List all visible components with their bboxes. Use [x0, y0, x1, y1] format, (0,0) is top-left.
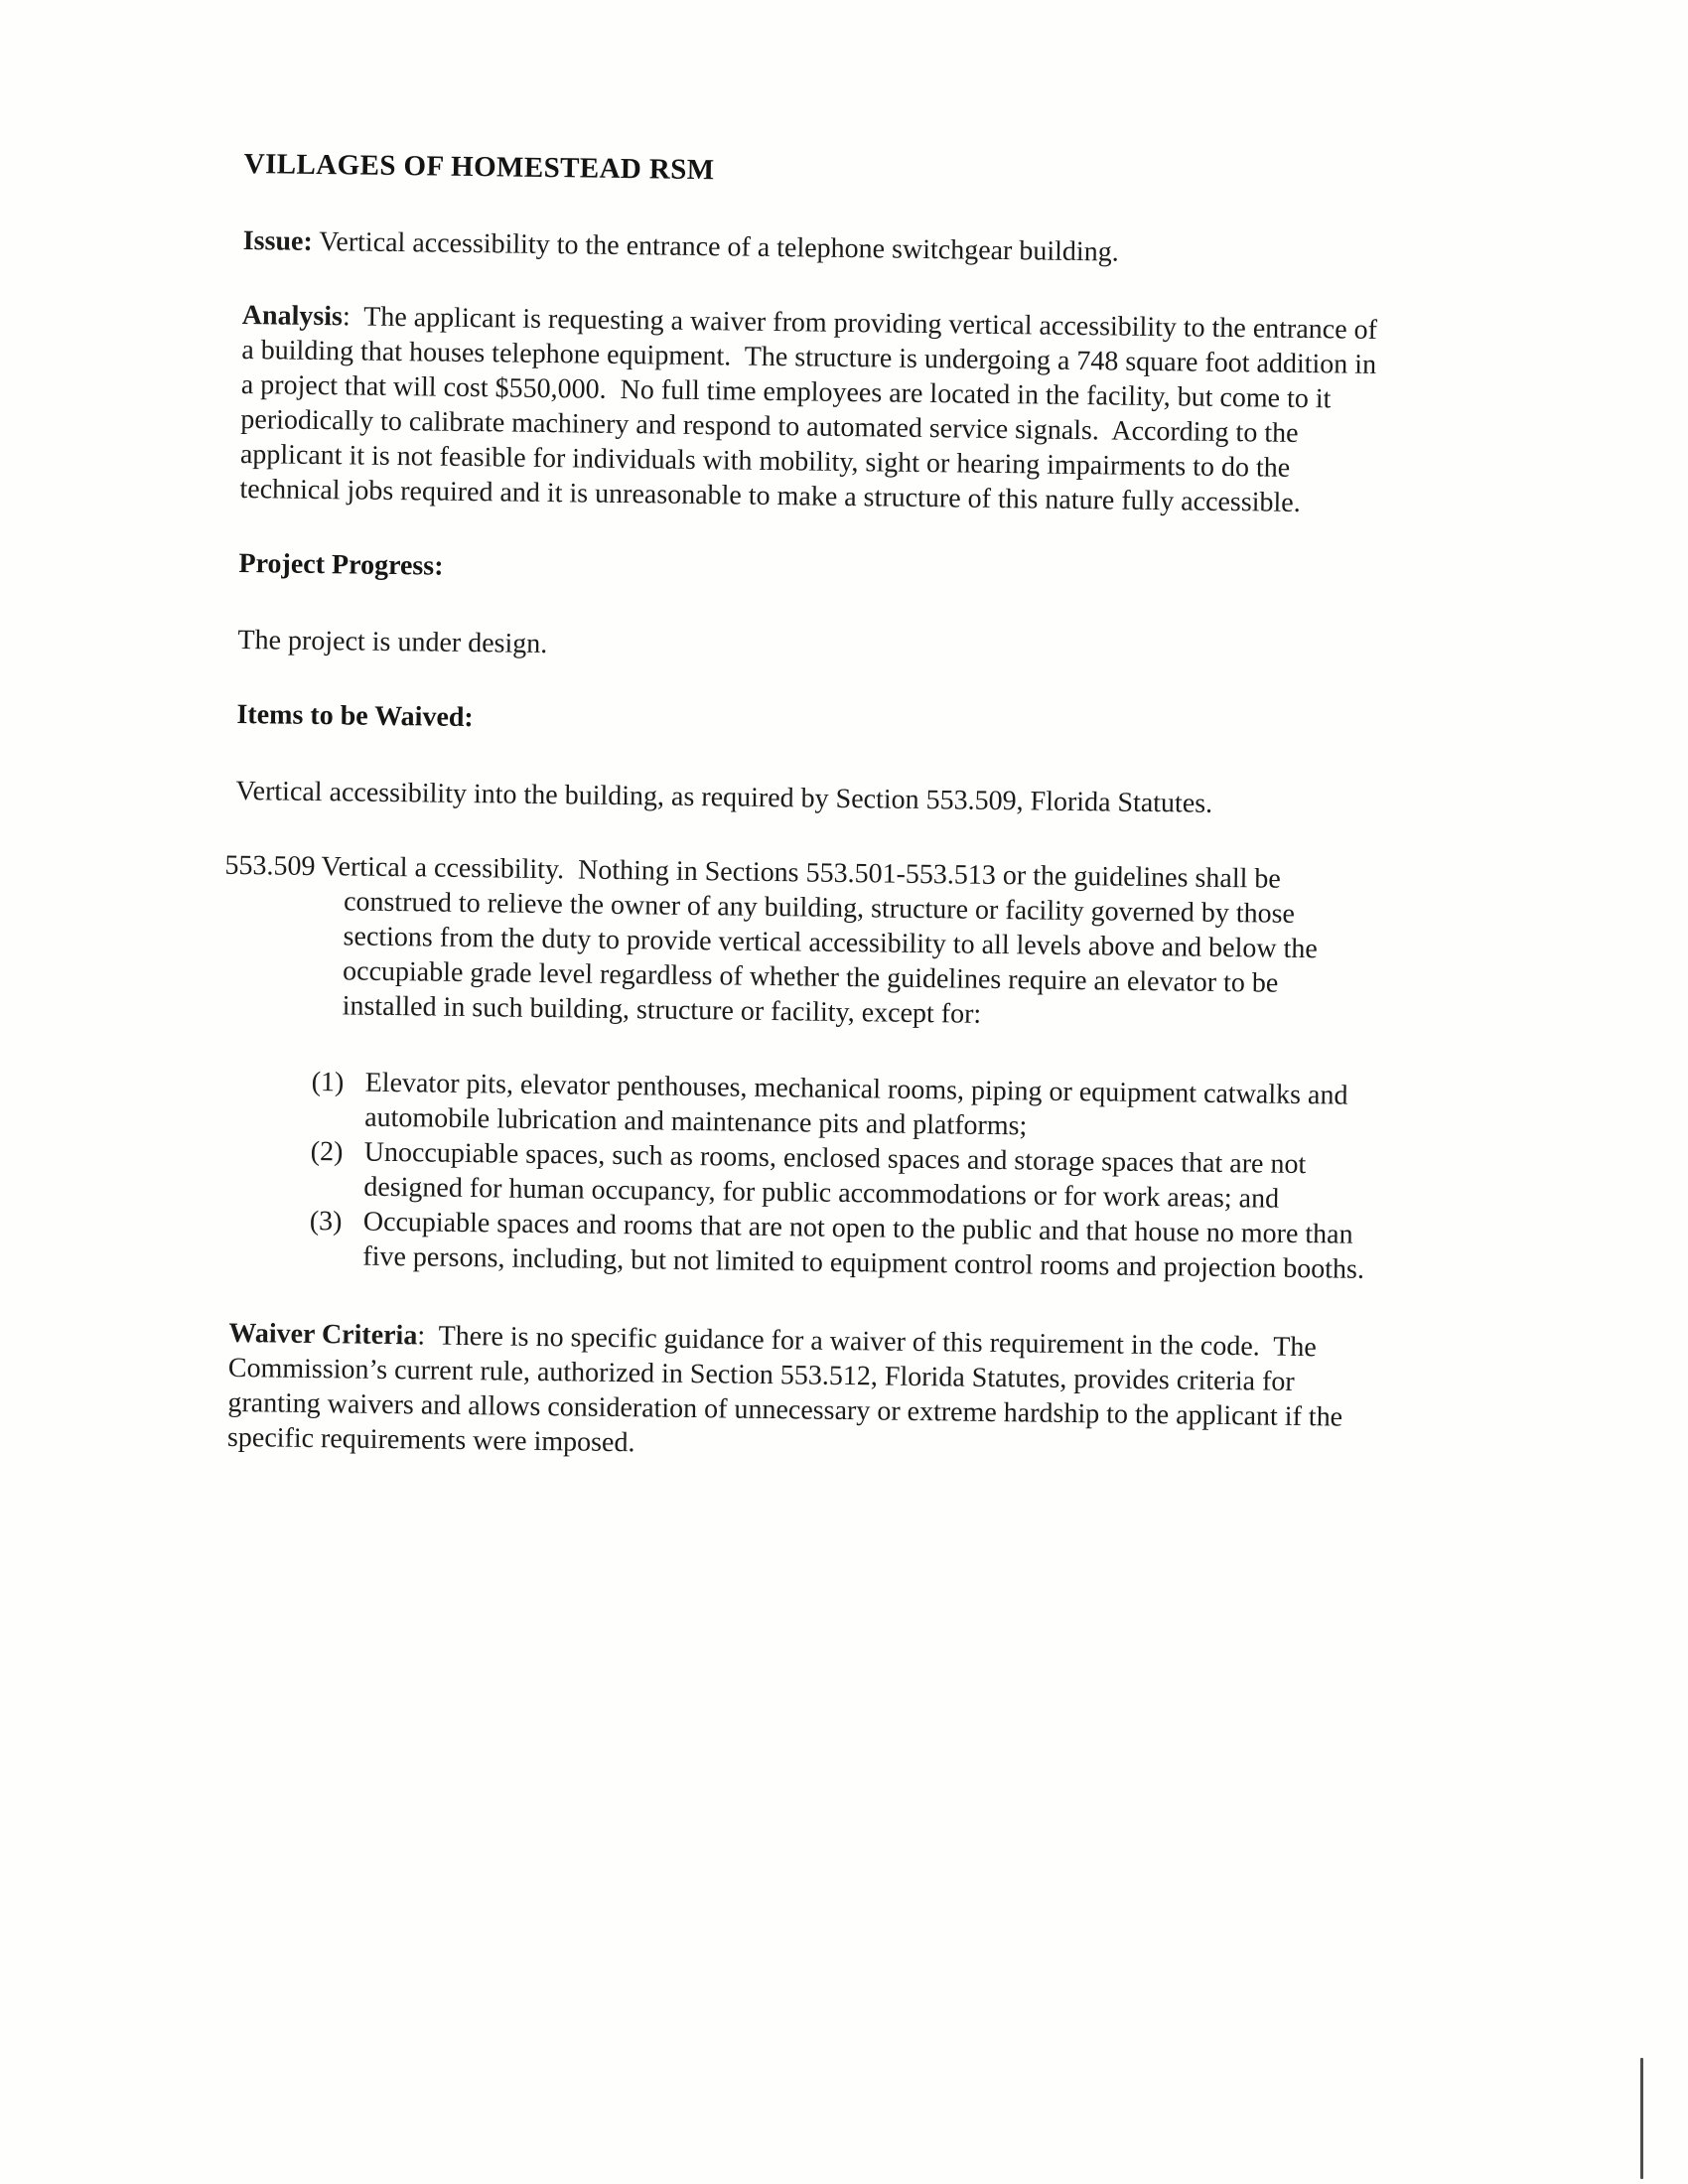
project-progress-heading: Project Progress:	[238, 547, 444, 582]
analysis-label: Analysis	[241, 299, 344, 333]
list-item-text: Occupiable spaces and rooms that are not open to the public and that house no more than five persons, including, but not limited to equipment control rooms and projection booths.	[362, 1206, 1365, 1285]
list-item-text: Elevator pits, elevator penthouses, mechanical rooms, piping or equipment catwalks and automobile lubrication and maintenance pits and platforms;	[364, 1067, 1355, 1142]
issue-text: Vertical accessibility to the entrance of a telephone switchgear building.	[319, 225, 1119, 268]
scan-artifact-line	[1640, 2058, 1643, 2179]
statute-exception-list	[229, 1064, 1374, 1287]
statute-number: 553.509	[224, 849, 316, 882]
list-marker: (3)	[309, 1205, 343, 1238]
list-marker: (1)	[311, 1066, 345, 1098]
waiver-criteria-label: Waiver Criteria	[228, 1317, 418, 1352]
waiver-criteria-text: : There is no specific guidance for a waiver of this requirement in the code. The Commission’s current rule, authorized in Section 553.512, Florida Statutes, provides criteria for granting waivers and allows consideration of unnecessary or extreme hardship to the applicant if the specific requirements were imposed.	[226, 1320, 1350, 1459]
analysis-text: : The applicant is requesting a waiver from providing vertical accessibility to the entrance of a building that houses telephone equipment. The structure is undergoing a 748 square foot addition in a project that will cost $550,000. No full time employees are located in the facility, but come to it periodically to calibrate machinery and respond to automated service signals. According to the applicant it is not feasible for individuals with mobility, sight or hearing impairments to do the technical jobs required and it is unreasonable to make a structure of this nature fully accessible.	[239, 301, 1385, 518]
issue-label: Issue:	[242, 224, 313, 257]
issue-paragraph	[243, 223, 1385, 273]
waiver-criteria-paragraph	[227, 1316, 1371, 1470]
items-intro-text: Vertical accessibility into the building, as required by Section 553.509, Florida Statutes.	[235, 775, 1213, 819]
statute-paragraph	[222, 848, 1376, 1037]
list-item-text: Unoccupiable spaces, such as rooms, enclosed spaces and storage spaces that are not designed for human occupancy, for public accommodations or for work areas; and	[363, 1136, 1314, 1215]
statute-text: Vertical a ccessibility. Nothing in Sections 553.501-553.513 or the guidelines shall be construed to relieve the owner of any building, structure or facility governed by those sections from the duty to provide vertical accessibility to all levels above and below the occupiable grade level regardless of whether the guidelines require an elevator to be installed in such building, structure or facility, except for:	[321, 851, 1326, 1030]
list-item	[309, 1204, 1372, 1287]
items-to-be-waived-heading: Items to be Waived:	[236, 698, 474, 734]
document-content	[226, 147, 1386, 1510]
project-progress-text: The project is under design.	[237, 624, 548, 660]
analysis-paragraph	[239, 298, 1384, 521]
list-marker: (2)	[310, 1135, 344, 1168]
document-title: VILLAGES OF HOMESTEAD RSM	[243, 147, 715, 187]
